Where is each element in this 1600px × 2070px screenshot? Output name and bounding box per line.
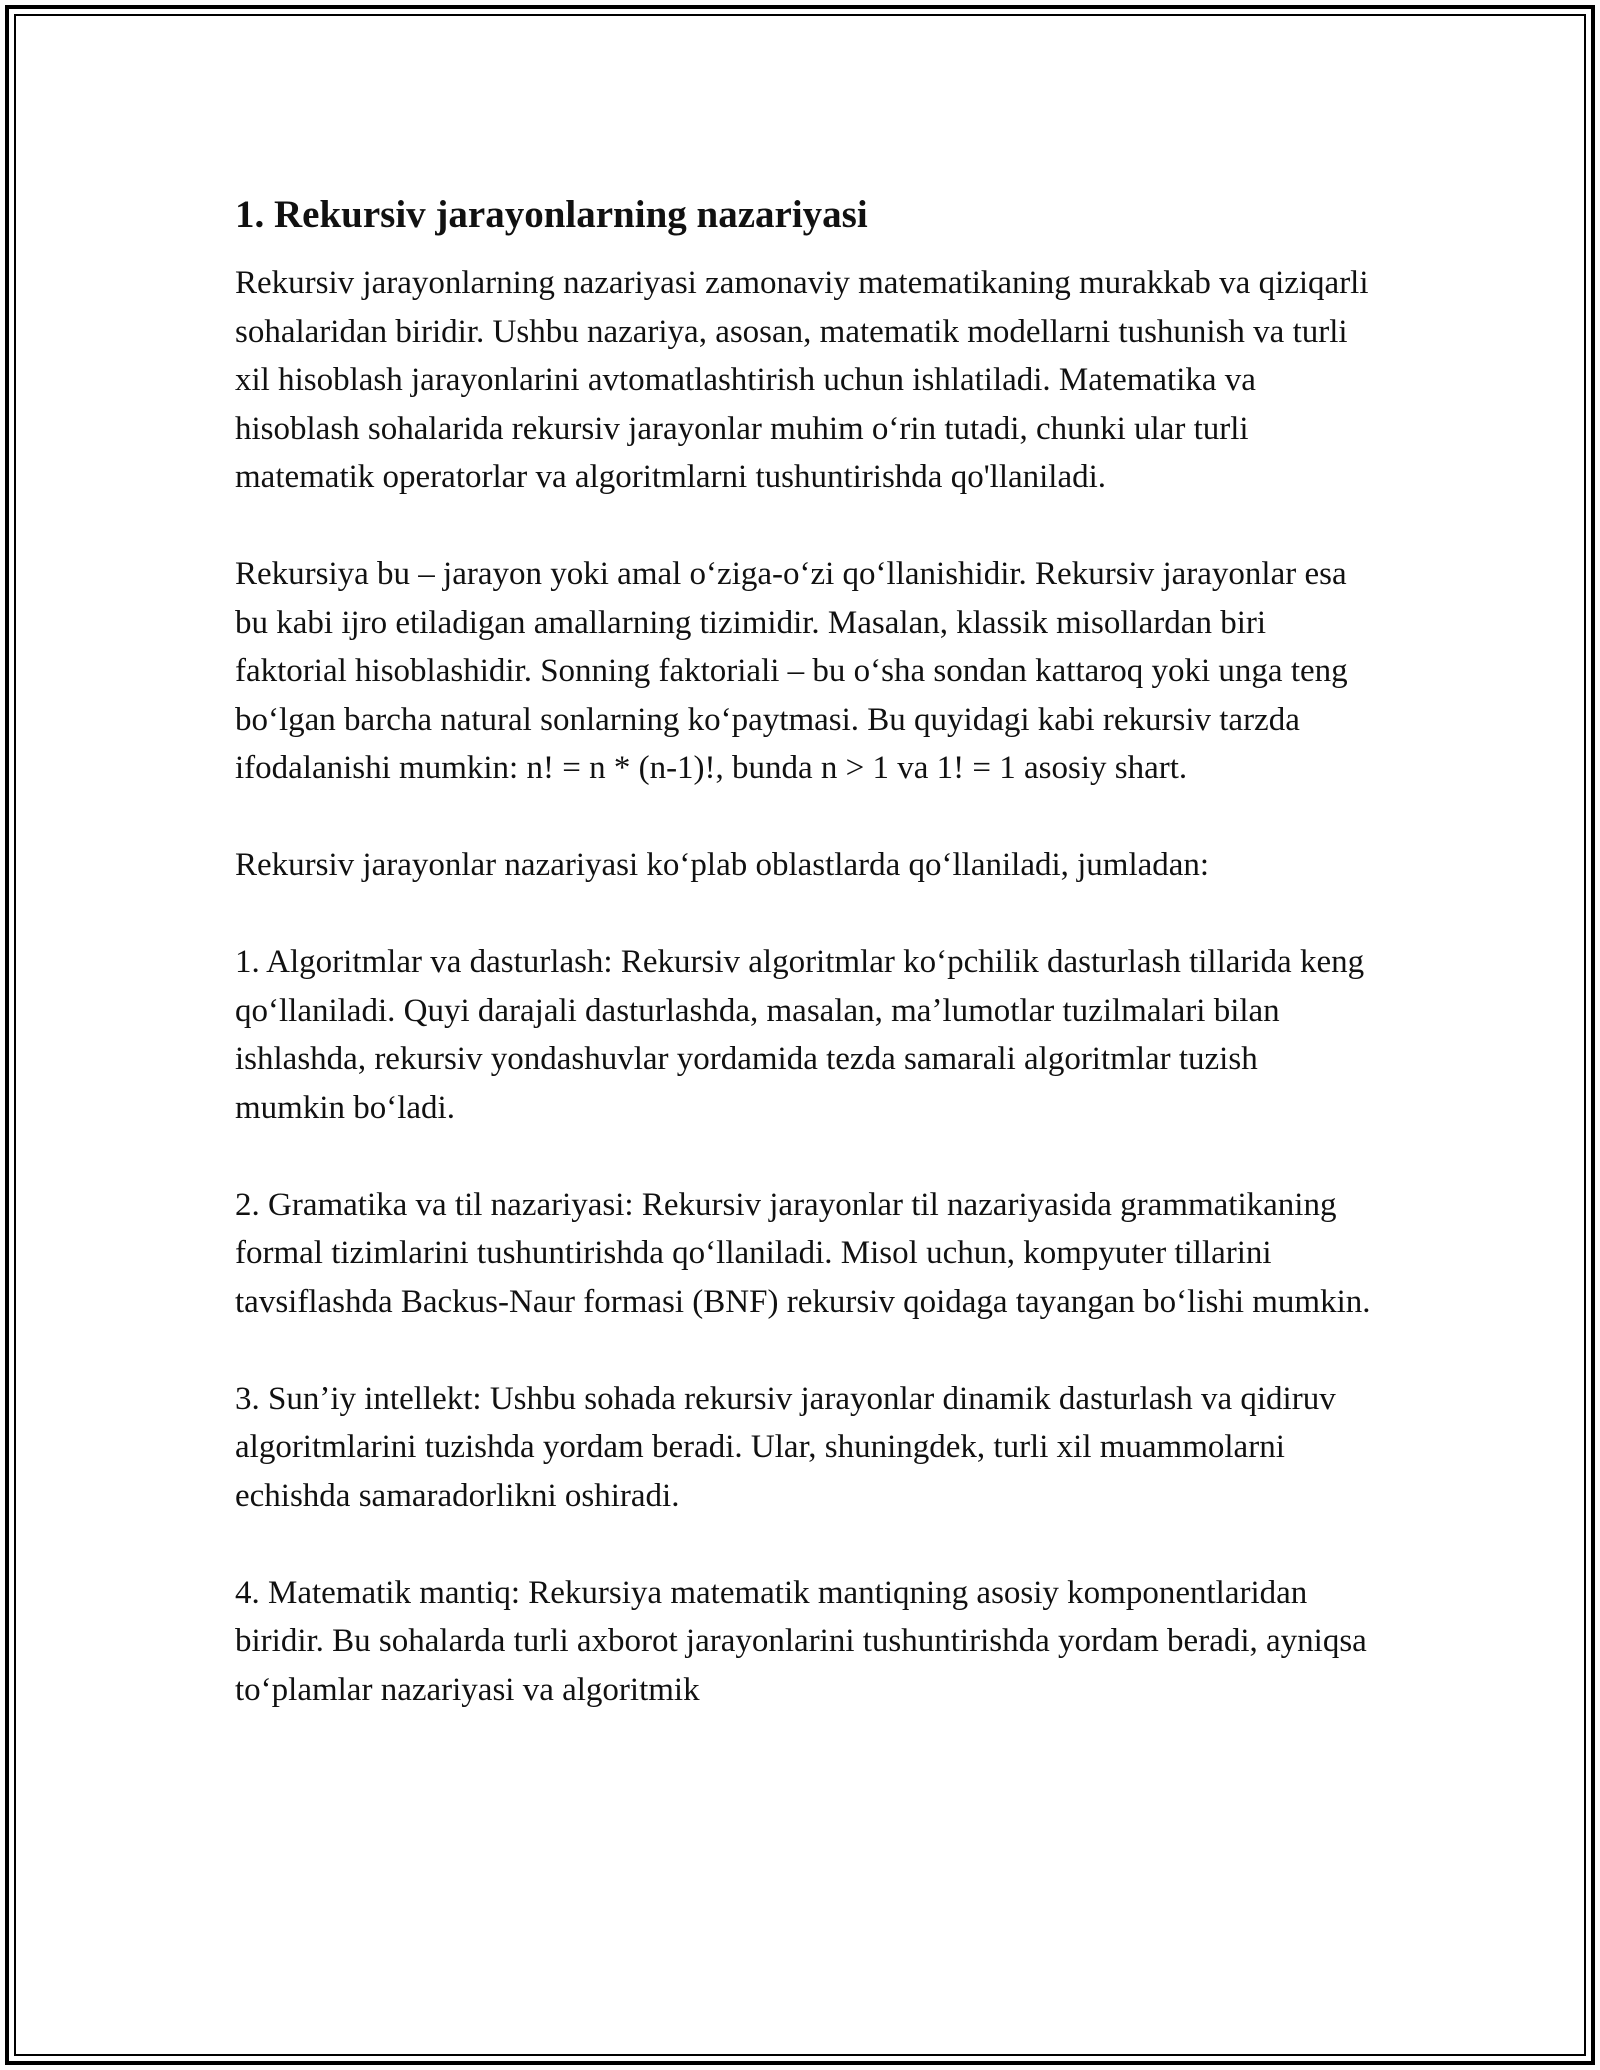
list-item-logic: 4. Matematik mantiq: Rekursiya matematik mantiqning asosiy komponentlaridan biridir. Bu sohalarda turli axborot jarayonlarini tushuntirishda yordam beradi, ayniqsa toʻplamlar nazariyasi va algoritmik	[235, 1574, 1367, 1708]
list-item-ai: 3. Sunʼiy intellekt: Ushbu sohada rekursiv jarayonlar dinamik dasturlash va qidiruv algoritmlarini tuzishda yordam beradi. Ular, shuningdek, turli xil muammolarni echishda samaradorlikni oshiradi.	[235, 1380, 1336, 1514]
list-item-algorithms: 1. Algoritmlar va dasturlash: Rekursiv algoritmlar koʻpchilik dasturlash tillarida keng qoʻllaniladi. Quyi darajali dasturlashda, masalan, maʼlumotlar tuzilmalari bilan ishlashda, rekursiv yondashuvlar yordamida tezda samarali algoritmlar tuzish mumkin boʻladi.	[235, 944, 1365, 1126]
paragraph-recursion-definition: Rekursiya bu – jarayon yoki amal oʻziga-oʻzi qoʻllanishidir. Rekursiv jarayonlar esa bu kabi ijro etiladigan amallarning tizimidir. Masalan, klassik misollardan biri faktorial hisoblashidir. Sonning faktoriali – bu oʻsha sondan kattaroq yoki unga teng boʻlgan barcha natural sonlarning koʻpaytmasi. Bu quyidagi kabi rekursiv tarzda ifodalanishi mumkin: n! = n * (n-1)!, bunda n > 1 va 1! = 1 asosiy shart.	[235, 556, 1348, 786]
document-body	[235, 185, 1375, 1763]
list-item-grammar: 2. Gramatika va til nazariyasi: Rekursiv jarayonlar til nazariyasida grammatikaning formal tizimlarini tushuntirishda qoʻllaniladi. Misol uchun, kompyuter tillarini tavsiflashda Backus-Naur formasi (BNF) rekursiv qoidaga tayangan boʻlishi mumkin.	[235, 1186, 1371, 1320]
paragraph-intro: Rekursiv jarayonlarning nazariyasi zamonaviy matematikaning murakkab va qiziqarli sohalaridan biridir. Ushbu nazariya, asosan, matematik modellarni tushunish va turli xil hisoblash jarayonlarini avtomatlashtirish uchun ishlatiladi. Matematika va hisoblash sohalarida rekursiv jarayonlar muhim oʻrin tutadi, chunki ular turli matematik operatorlar va algoritmlarni tushuntirishda qo'llaniladi.	[235, 265, 1369, 495]
section-heading: 1. Rekursiv jarayonlarning nazariyasi	[235, 193, 868, 236]
paragraph-applications-lead: Rekursiv jarayonlar nazariyasi koʻplab oblastlarda qoʻllaniladi, jumladan:	[235, 847, 1210, 883]
